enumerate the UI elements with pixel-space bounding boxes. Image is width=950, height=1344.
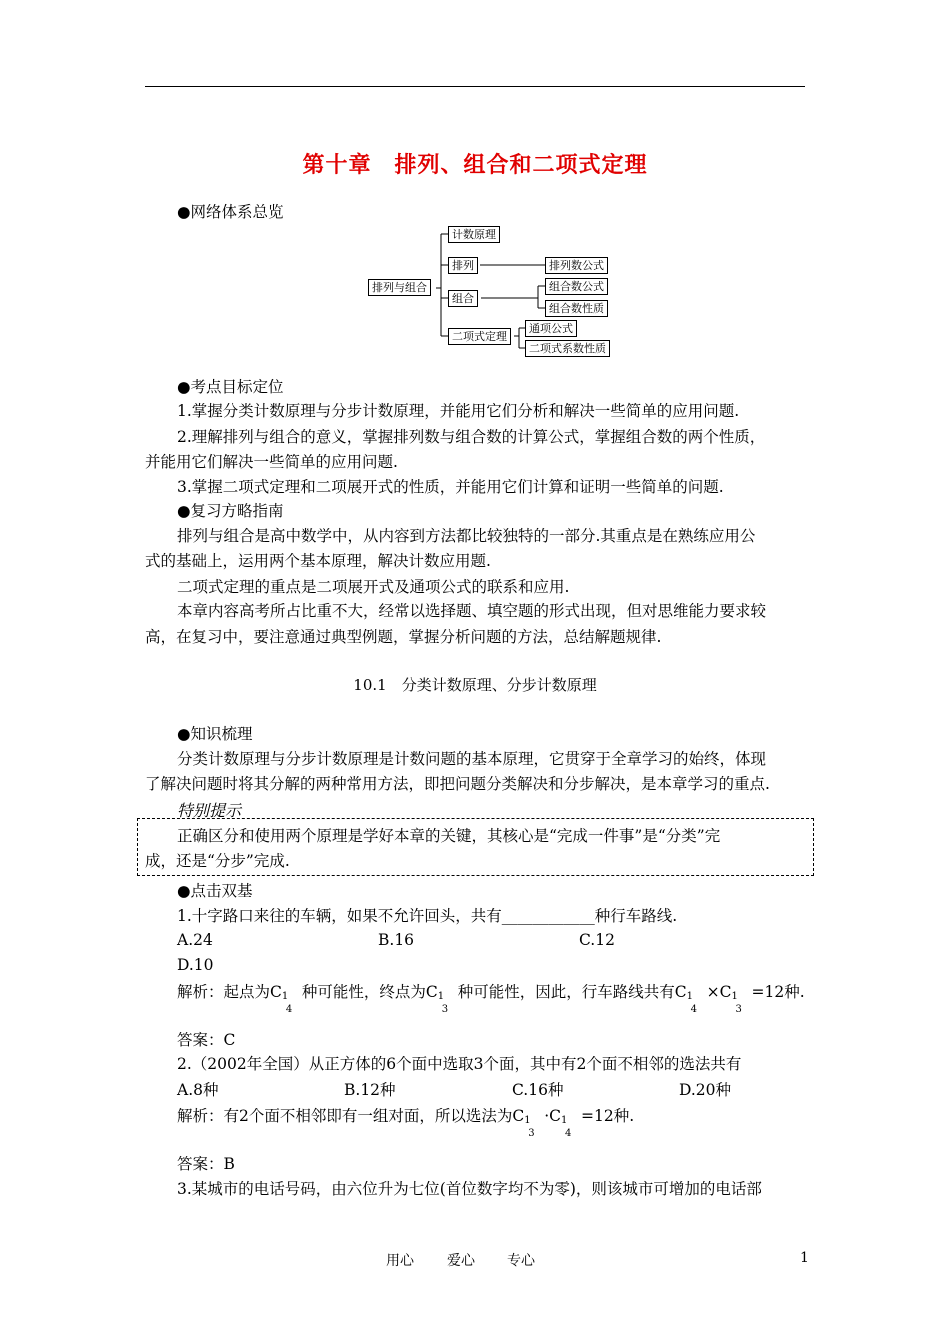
q1-ana-end: =12种. [751,983,805,1001]
subsection-title: 10.1 分类计数原理、分步计数原理 [353,676,597,694]
footer-word-1: 用心 [386,1253,414,1269]
review-p3-cont: 高，在复习中，要注意通过典型例题，掌握分析问题的方法，总结解题规律. [145,628,662,646]
target-1: 1.掌握分类计数原理与分步计数原理，并能用它们分析和解决一些简单的应用问题. [177,402,740,420]
review-p3: 本章内容高考所占比重不大，经常以选择题、填空题的形式出现，但对思维能力要求较 [177,602,767,620]
q1-analysis [177,981,805,1015]
q3-stem: 3.某城市的电话号码，由六位升为七位(首位数字均不为零)，则该城市可增加的电话部 [177,1180,762,1198]
q2-ana-end: =12种. [581,1107,635,1125]
review-p2: 二项式定理的重点是二项展开式及通项公式的联系和应用. [177,578,570,596]
q2-option-c: C.16种 [512,1081,564,1099]
q2-option-b: B.12种 [344,1081,396,1099]
q1-ana-mid2: 种可能性，因此，行车路线共有C [457,983,687,1001]
hint-title: 特别提示 [177,801,242,820]
knowledge-p1: 分类计数原理与分步计数原理是计数问题的基本原理，它贯穿于全章学习的始终，体现 [177,750,767,768]
section-knowledge: ●知识梳理 [177,725,253,743]
q1-c4-sup: 1 [731,991,738,1002]
q2-ana-pre: 解析：有2个面不相邻即有一组对面，所以选法为C [177,1107,525,1125]
chapter-title: 第十章 排列、组合和二项式定理 [302,153,648,178]
q2-ana-dot: ·C [544,1107,562,1125]
q1-ana-mid1: 种可能性，终点为C [301,983,438,1001]
review-p1-cont: 式的基础上，运用两个基本原理，解决计数应用题. [145,552,491,570]
q1-c2-sup: 1 [437,991,445,1002]
section-review: ●复习方略指南 [177,502,284,520]
diagram-node-perm-formula: 排列数公式 [545,257,608,274]
q2-answer: 答案：B [177,1155,235,1173]
q1-option-c: C.12 [579,931,615,949]
footer-word-3: 专心 [507,1253,535,1269]
target-2: 2.理解排列与组合的意义，掌握排列数与组合数的计算公式，掌握组合数的两个性质， [177,428,766,446]
q2-analysis [177,1105,635,1139]
review-p1: 排列与组合是高中数学中，从内容到方法都比较独特的一部分.其重点是在熟练应用公 [177,527,756,545]
q1-ana-x: ×C [706,983,732,1001]
diagram-node-comb-property: 组合数性质 [545,300,608,317]
q1-answer: 答案：C [177,1031,236,1049]
section-targets: ●考点目标定位 [177,378,284,396]
q2-c1-sub: 3 [528,1128,535,1139]
q1-ana-pre: 解析：起点为C [177,983,282,1001]
section-network: ●网络体系总览 [177,203,284,221]
target-2-cont: 并能用它们解决一些简单的应用问题. [145,453,398,471]
page-number: 1 [800,1250,809,1266]
q1-stem: 1.十字路口来往的车辆，如果不允许回头，共有____________种行车路线. [177,907,678,925]
q1-option-b: B.16 [378,931,415,949]
diagram-node-comb-formula: 组合数公式 [545,278,608,295]
q2-option-a: A.8种 [177,1081,219,1099]
q1-c1-sup: 1 [281,991,289,1002]
diagram-node-permutation: 排列 [448,257,478,274]
q1-c2-sub: 3 [441,1004,449,1015]
diagram-node-counting: 计数原理 [448,226,500,243]
q1-c3-sub: 4 [690,1004,697,1015]
q1-option-a: A.24 [177,931,213,949]
diagram-node-binomial: 二项式定理 [448,328,511,345]
footer-word-2: 爱心 [447,1253,475,1269]
q1-c3-sup: 1 [686,991,693,1002]
q1-c1-sub: 4 [285,1004,293,1015]
diagram-node-combination: 组合 [448,290,478,307]
q2-option-d: D.20种 [679,1081,732,1099]
q2-c2-sub: 4 [565,1128,572,1139]
diagram-root: 排列与组合 [368,279,431,296]
hint-text: 正确区分和使用两个原理是学好本章的关键，其核心是“完成一件事”是“分类”完 [177,827,721,845]
knowledge-p1-cont: 了解决问题时将其分解的两种常用方法，即把问题分类解决和分步解决，是本章学习的重点. [145,775,770,793]
section-practice: ●点击双基 [177,882,253,900]
q1-option-d: D.10 [177,956,214,974]
q2-c1-sup: 1 [524,1115,531,1126]
diagram-node-binomial-coef: 二项式系数性质 [525,340,610,357]
diagram-node-general-term: 通项公式 [525,320,577,337]
q1-c4-sub: 3 [735,1004,742,1015]
q2-stem: 2.（2002年全国）从正方体的6个面中选取3个面，其中有2个面不相邻的选法共有 [177,1055,742,1073]
q2-c2-sup: 1 [561,1115,568,1126]
target-3: 3.掌握二项式定理和二项展开式的性质，并能用它们计算和证明一些简单的问题. [177,478,724,496]
hint-text-cont: 成，还是“分步”完成. [145,852,290,870]
